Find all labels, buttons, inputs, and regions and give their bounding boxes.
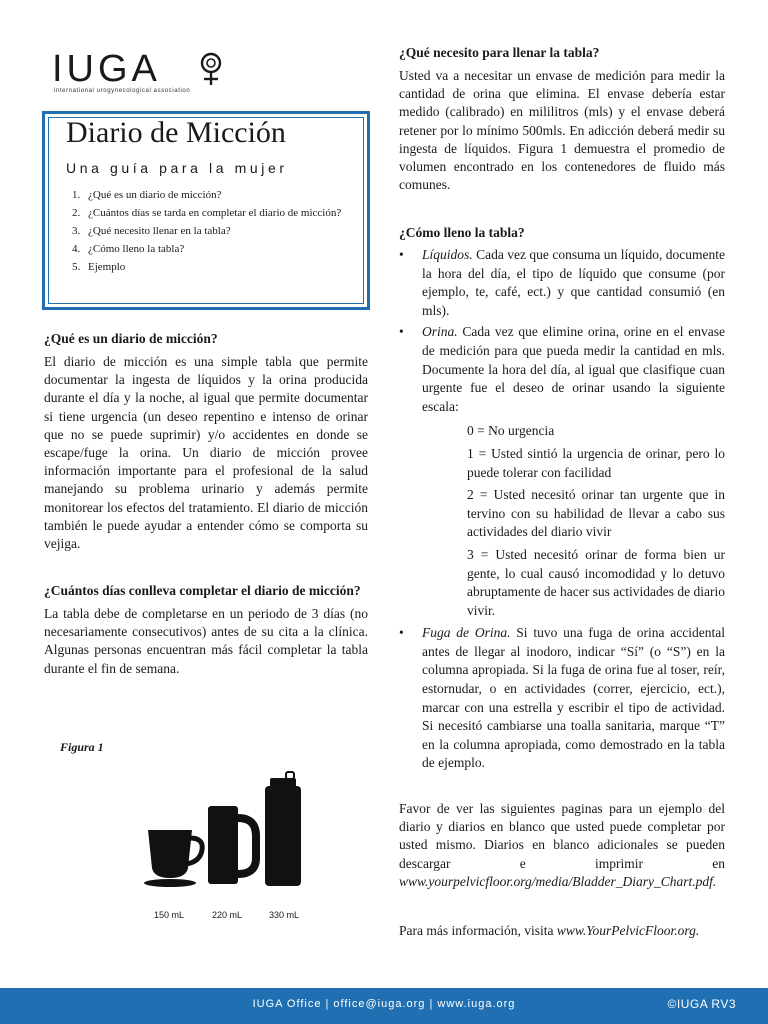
list-item: • Líquidos. Cada vez que consuma un líquido, documente la hora del día, el tipo de líquido que consume (por ejemplo, te, café, ect.) y que cantidad consumió (en mls). xyxy=(399,246,725,320)
closing-note: Favor de ver las siguientes paginas para un ejemplo del diario y diarios en blanco que usted puede completar por usted mismo. Diarios en blanco adicionales se pueden descargar e imprimir en www.yourpelvicfloor.org/media/Bladder_Diary_Chart.pdf. xyxy=(399,801,725,889)
term-liquidos: Líquidos. xyxy=(422,247,473,262)
containers-illustration xyxy=(130,770,320,910)
logo-subtitle: international urogynecological association xyxy=(54,88,191,94)
mug-icon xyxy=(208,806,256,884)
section-heading: ¿Qué necesito para llenar la tabla? xyxy=(399,45,600,60)
figure-caption: 150 mL xyxy=(154,910,185,920)
figure-containers xyxy=(130,770,320,920)
instructions-list xyxy=(399,246,725,773)
footer-contact: IUGA Office | office@iuga.org | www.iuga.org xyxy=(252,998,516,1010)
urgency-scale xyxy=(467,422,725,620)
scale-item: 3 = Usted necesitó orinar de forma bien ur gente, lo cual causó incomodidad y lo detuvo abruptamente de hacer sus actividades de diario vivir. xyxy=(467,546,725,618)
figure-caption: 330 mL xyxy=(269,910,300,920)
section-body: Usted va a necesitar un envase de medición para medir la cantidad de orina que elimina. El envase debería estar medido (calibrado) en mililitros (mls) y el envase deberá retener por lo mínimo 500mls. En adicción deberá medir su ingesta de líquidos. Figura 1 demuestra el promedio de volumen encontrado en los contenedores de fluido más comunes. xyxy=(399,68,725,193)
section-what-to-fill xyxy=(399,44,725,194)
figure-label: Figura 1 xyxy=(60,740,104,754)
scale-item: 1 = Usted sintió la urgencia de orinar, pero lo puede tolerar con facilidad xyxy=(467,445,725,480)
term-orina: Orina. xyxy=(422,324,458,340)
table-of-contents xyxy=(72,186,360,276)
toc-item: 1. ¿Qué es un diario de micción? xyxy=(72,189,222,201)
section-how-to-fill xyxy=(399,224,725,773)
toc-item: 3. ¿Qué necesito llenar en la tabla? xyxy=(72,225,231,237)
can-icon xyxy=(265,772,301,886)
logo-wordmark: IUGA xyxy=(52,48,161,90)
section-how-many-days xyxy=(44,582,368,678)
section-heading: ¿Qué es un diario de micción? xyxy=(44,331,218,346)
scale-item: 2 = Usted necesitó orinar tan urgente que in tervino con su habilidad de llevar a cabo sus actividades del diario vivir xyxy=(467,487,725,540)
document-title: Diario de Micción xyxy=(66,116,286,149)
list-item: • Orina. Cada vez que elimine orina, orine en el envase de medición para que pueda medir la cantidad en mls. Documente la hora del día, al igual que clasifique cuan urgente fue el deseo de orinar usando la siguiente escala: 0 = No urgencia 1 = Usted sintió la urgencia de orinar, pero lo puede tolerar con facilidad 2 = Usted necesitó orinar tan urgente que in tervino con su habilidad de llevar a cabo sus actividades del diario vivir 3 = Usted necesitó orinar de forma bien ur gente, lo cual causó incomodidad y lo detuvo abruptamente de hacer sus actividades de diario vivir. xyxy=(399,323,725,620)
list-item: • Fuga de Orina. Si tuvo una fuga de orina accidental antes de llegar al inodoro, indicar “Sí” (o “S”) en la columna apropiada. Si la fuga de orina fue al toser, reír, estornudar, o en actividades (correr, ejercicio, ect.), marcar con una estrella y escribir el tipo de actividad. Si necesitó cambiarse una toalla sanitaria, marque “T” en la columna apropiada, como demostrado en la tabla de ejemplo. xyxy=(399,624,725,773)
more-info: Para más información, visita www.YourPelvicFloor.org. xyxy=(399,923,700,938)
scale-item: 0 = No urgencia xyxy=(467,423,555,439)
figure-caption: 220 mL xyxy=(212,910,243,920)
document-subtitle: Una guía para la mujer xyxy=(66,160,288,176)
section-body: La tabla debe de completarse en un periodo de 3 días (no necesariamente consecutivos) antes de su cita a la clínica. Algunas personas encuentran más fácil completar la tabla durante el fin de semana. xyxy=(44,606,368,676)
footer-copyright: ©IUGA RV3 xyxy=(667,997,736,1011)
website-link[interactable]: www.YourPelvicFloor.org. xyxy=(556,923,700,938)
toc-item: 4. ¿Cómo lleno la tabla? xyxy=(72,243,185,255)
section-body: El diario de micción es una simple tabla que permite documentar la ingesta de líquidos y la orina producida durante el día y la noche, al igual que permite documentar si tiene urgencia (un deseo repentino e intenso de orinar que no se puede suprimir) y/o accidentes en donde se escape/fuge la orina. Un diario de micción provee información importante para el profesional de la salud manejando su problema urinario y además permite monitorear los efectos del tratamiento. El diario de micción también le puede ayudar a entender cómo se comporta su vejiga. xyxy=(44,354,368,552)
term-fuga: Fuga de Orina. xyxy=(422,625,511,641)
section-heading: ¿Cómo lleno la tabla? xyxy=(399,225,525,240)
female-symbol-icon xyxy=(198,52,224,86)
toc-item: 2. ¿Cuántos días se tarda en completar el diario de micción? xyxy=(72,207,342,219)
cup-icon xyxy=(144,830,202,887)
section-heading: ¿Cuántos días conlleva completar el diario de micción? xyxy=(44,583,361,598)
iuga-logo xyxy=(52,50,222,96)
footer-bar xyxy=(0,988,768,1024)
toc-item: 5. Ejemplo xyxy=(72,261,126,273)
section-what-is xyxy=(44,330,368,553)
diary-download-link[interactable]: www.yourpelvicfloor.org/media/Bladder_Diary_Chart.pdf. xyxy=(399,873,717,889)
